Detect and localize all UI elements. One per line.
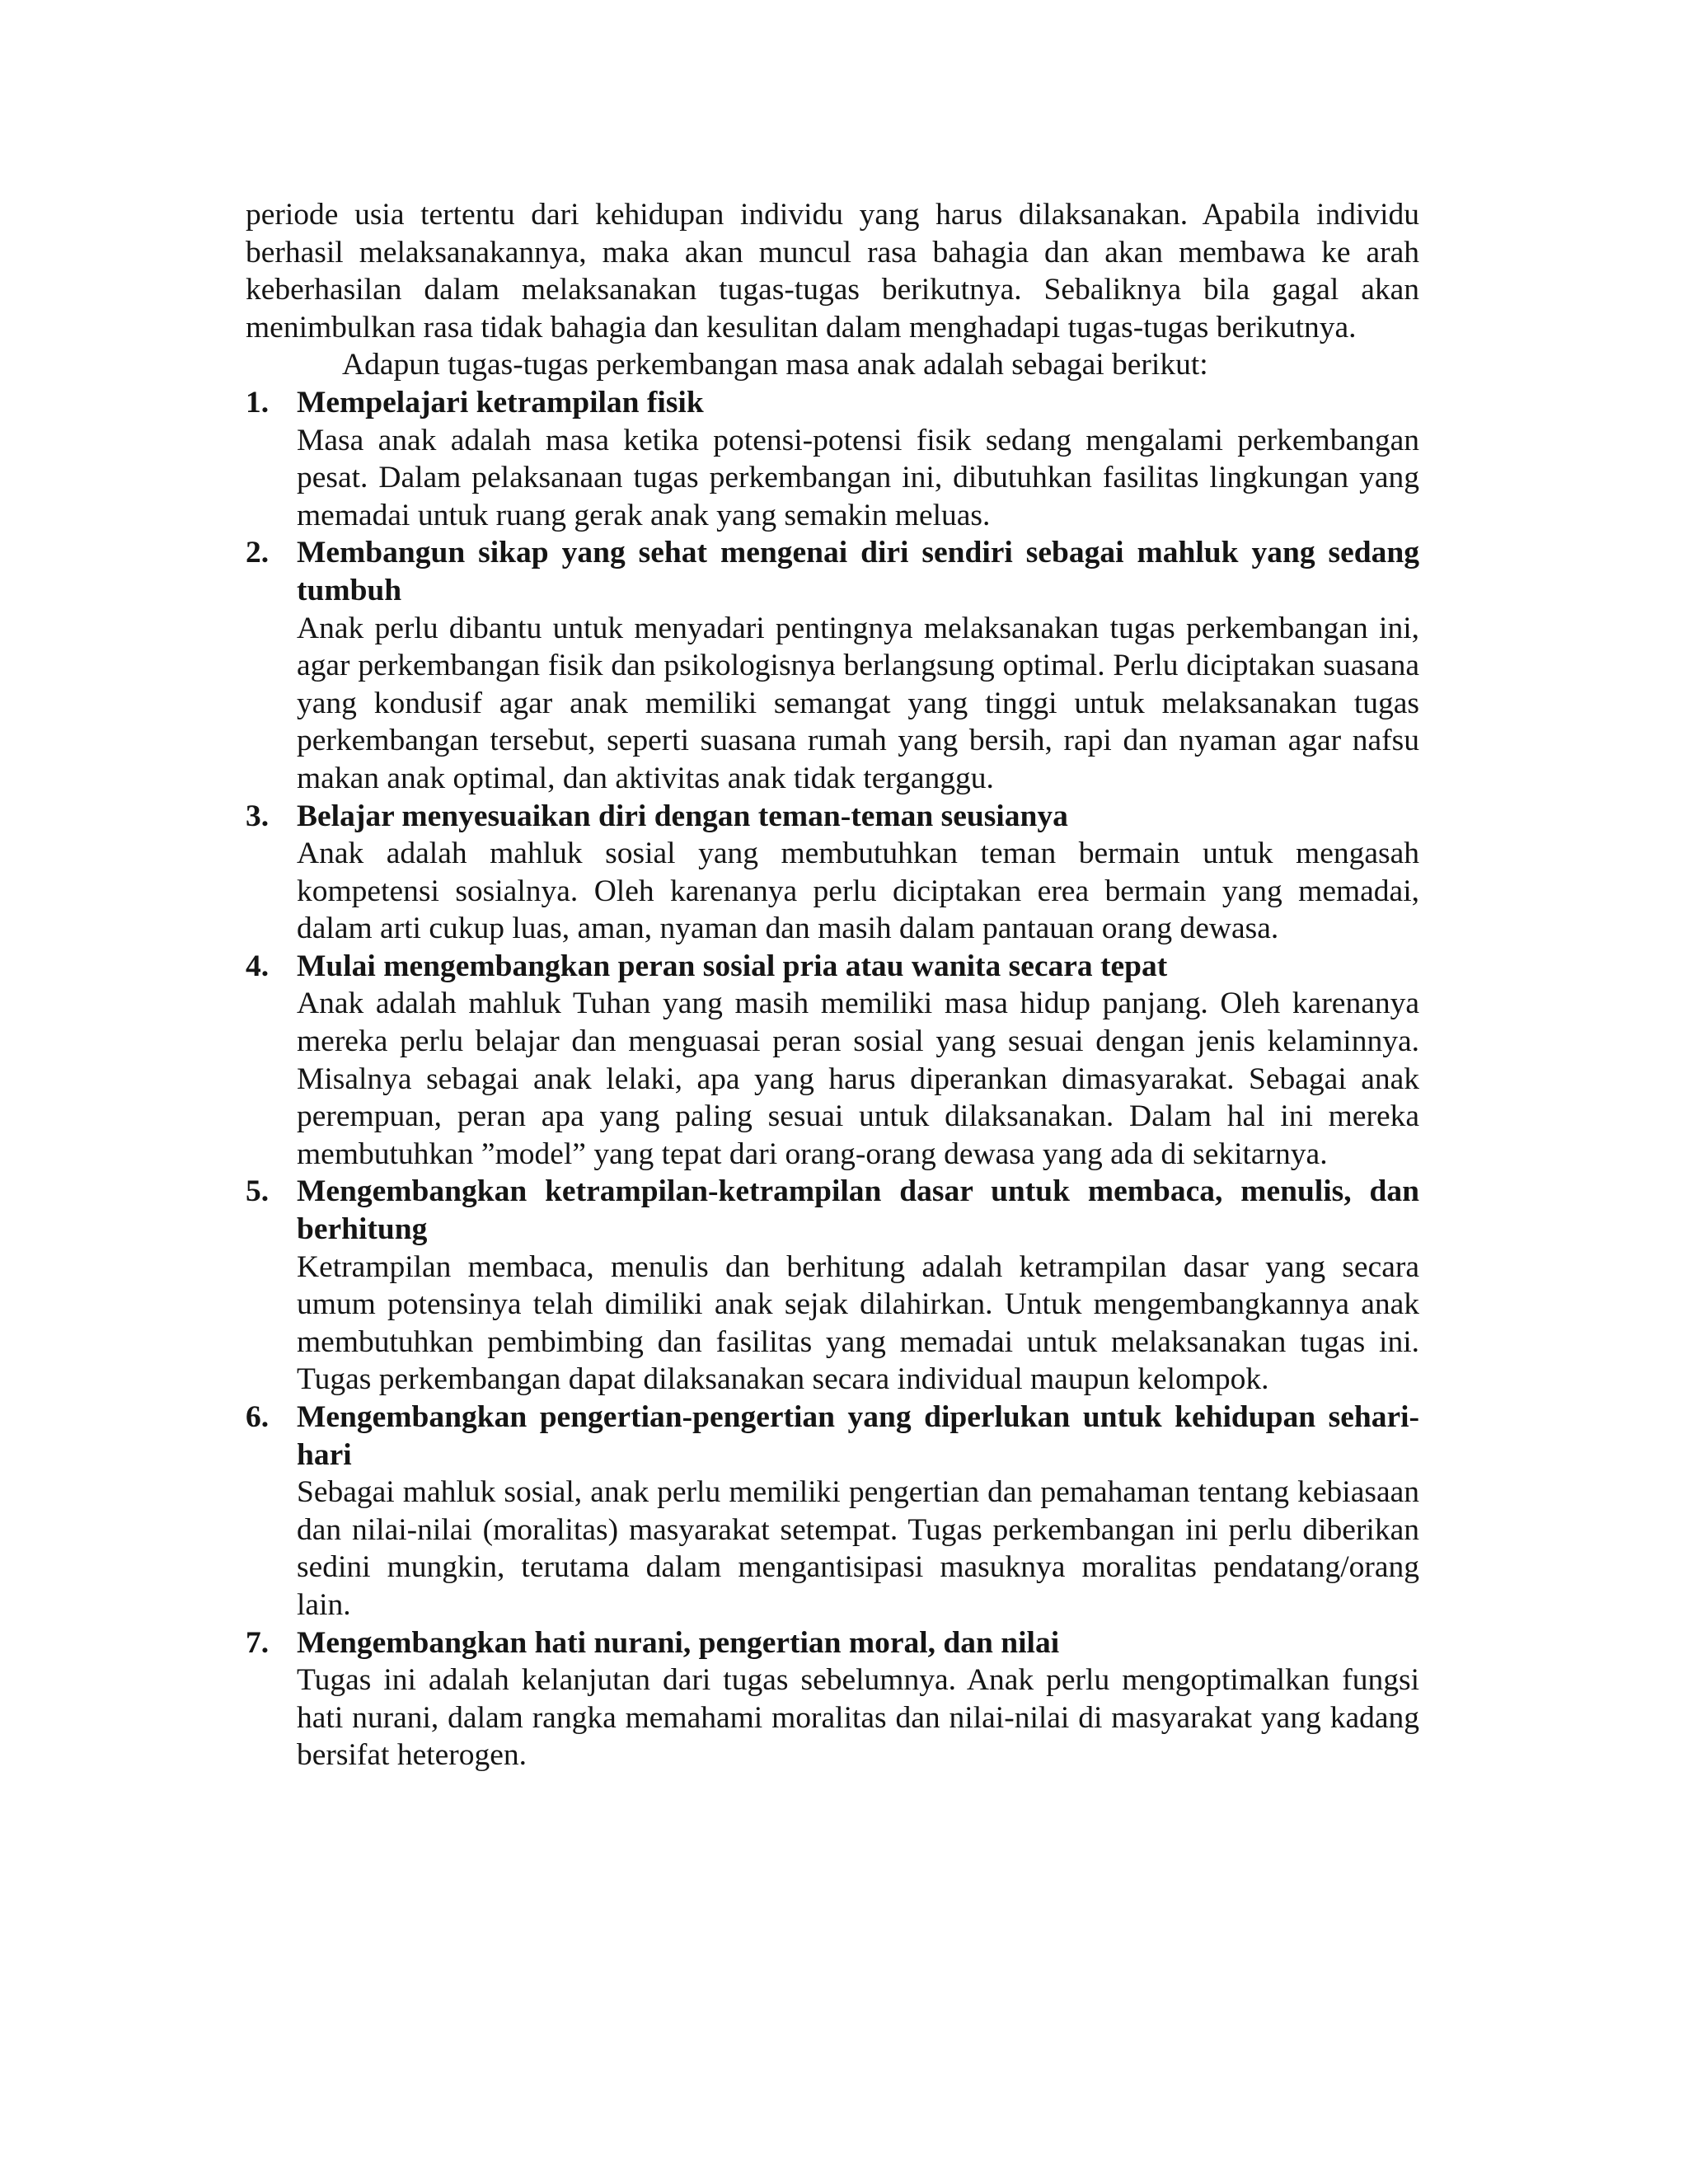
list-item-number: 3.	[246, 799, 270, 833]
list-item-number: 5.	[246, 1174, 270, 1209]
list-item-task-4	[246, 948, 1419, 1174]
list-item-title: Mulai mengembangkan peran sosial pria atau wanita secara tepat	[297, 949, 1168, 983]
list-item-title: Belajar menyesuaikan diri dengan teman-teman seusianya	[297, 799, 1068, 833]
intro-lead-sentence: Adapun tugas-tugas perkembangan masa anak adalah sebagai berikut:	[342, 348, 1208, 382]
list-item-title: Membangun sikap yang sehat mengenai diri sendiri sebagai mahluk yang sedang tumbuh	[297, 536, 1419, 607]
list-item-body: Anak adalah mahluk Tuhan yang masih memiliki masa hidup panjang. Oleh karenanya mereka perlu belajar dan menguasai peran sosial yang sesuai dengan jenis kelaminnya. Misalnya sebagai anak lelaki, apa yang harus diperankan dimasyarakat. Sebagai anak perempuan, peran apa yang paling sesuai untuk dilaksanakan. Dalam hal ini mereka membutuhkan ”model” yang tepat dari orang-orang dewasa yang ada di sekitarnya.	[297, 987, 1419, 1171]
list-item-body: Anak adalah mahluk sosial yang membutuhkan teman bermain untuk mengasah kompetensi sosialnya. Oleh karenanya perlu diciptakan erea bermain yang memadai, dalam arti cukup luas, aman, nyaman dan masih dalam pantauan orang dewasa.	[297, 837, 1419, 946]
list-item-task-7	[246, 1624, 1419, 1774]
list-item-number: 7.	[246, 1625, 270, 1660]
list-item-body: Masa anak adalah masa ketika potensi-potensi fisik sedang mengalami perkembangan pesat. Dalam pelaksanaan tugas perkembangan ini, dibutuhkan fasilitas lingkungan yang memadai untuk ruang gerak anak yang semakin meluas.	[297, 423, 1419, 532]
list-item-body: Sebagai mahluk sosial, anak perlu memiliki pengertian dan pemahaman tentang kebiasaan dan nilai-nilai (moralitas) masyarakat setempat. Tugas perkembangan ini perlu diberikan sedini mungkin, terutama dalam mengantisipasi masuknya moralitas pendatang/orang lain.	[297, 1475, 1419, 1622]
list-item-body: Tugas ini adalah kelanjutan dari tugas sebelumnya. Anak perlu mengoptimalkan fungsi hati nurani, dalam rangka memahami moralitas dan nilai-nilai di masyarakat yang kadang bersifat heterogen.	[297, 1663, 1419, 1773]
list-item-body: Ketrampilan membaca, menulis dan berhitung adalah ketrampilan dasar yang secara umum potensinya telah dimiliki anak sejak dilahirkan. Untuk mengembangkannya anak membutuhkan pembimbing dan fasilitas yang memadai untuk melaksanakan tugas ini. Tugas perkembangan dapat dilaksanakan secara individual maupun kelompok.	[297, 1249, 1419, 1397]
list-item-title: Mengembangkan hati nurani, pengertian moral, dan nilai	[297, 1625, 1060, 1660]
list-item-number: 4.	[246, 949, 270, 983]
list-item-number: 6.	[246, 1400, 270, 1434]
list-item-body: Anak perlu dibantu untuk menyadari pentingnya melaksanakan tugas perkembangan ini, agar perkembangan fisik dan psikologisnya berlangsung optimal. Perlu diciptakan suasana yang kondusif agar anak memiliki semangat yang tinggi untuk melaksanakan tugas perkembangan tersebut, seperti suasana rumah yang bersih, rapi dan nyaman agar nafsu makan anak optimal, dan aktivitas anak tidak terganggu.	[297, 611, 1419, 795]
list-item-title: Mengembangkan ketrampilan-ketrampilan dasar untuk membaca, menulis, dan berhitung	[297, 1174, 1419, 1247]
document-page	[246, 196, 1419, 1774]
development-tasks-list	[246, 384, 1419, 1774]
list-item-task-2	[246, 534, 1419, 797]
list-item-title: Mempelajari ketrampilan fisik	[297, 385, 704, 419]
list-item-task-3	[246, 798, 1419, 948]
intro-continuation-paragraph: periode usia tertentu dari kehidupan individu yang harus dilaksanakan. Apabila individu berhasil melaksanakannya, maka akan muncul rasa bahagia dan akan membawa ke arah keberhasilan dalam melaksanakan tugas-tugas berikutnya. Sebaliknya bila gagal akan menimbulkan rasa tidak bahagia dan kesulitan dalam menghadapi tugas-tugas berikutnya.	[246, 198, 1419, 344]
list-item-task-5	[246, 1173, 1419, 1399]
list-item-task-6	[246, 1399, 1419, 1624]
list-item-title: Mengembangkan pengertian-pengertian yang diperlukan untuk kehidupan sehari-hari	[297, 1400, 1419, 1472]
list-item-task-1	[246, 384, 1419, 534]
list-item-number: 1.	[246, 385, 270, 419]
list-item-number: 2.	[246, 536, 270, 570]
